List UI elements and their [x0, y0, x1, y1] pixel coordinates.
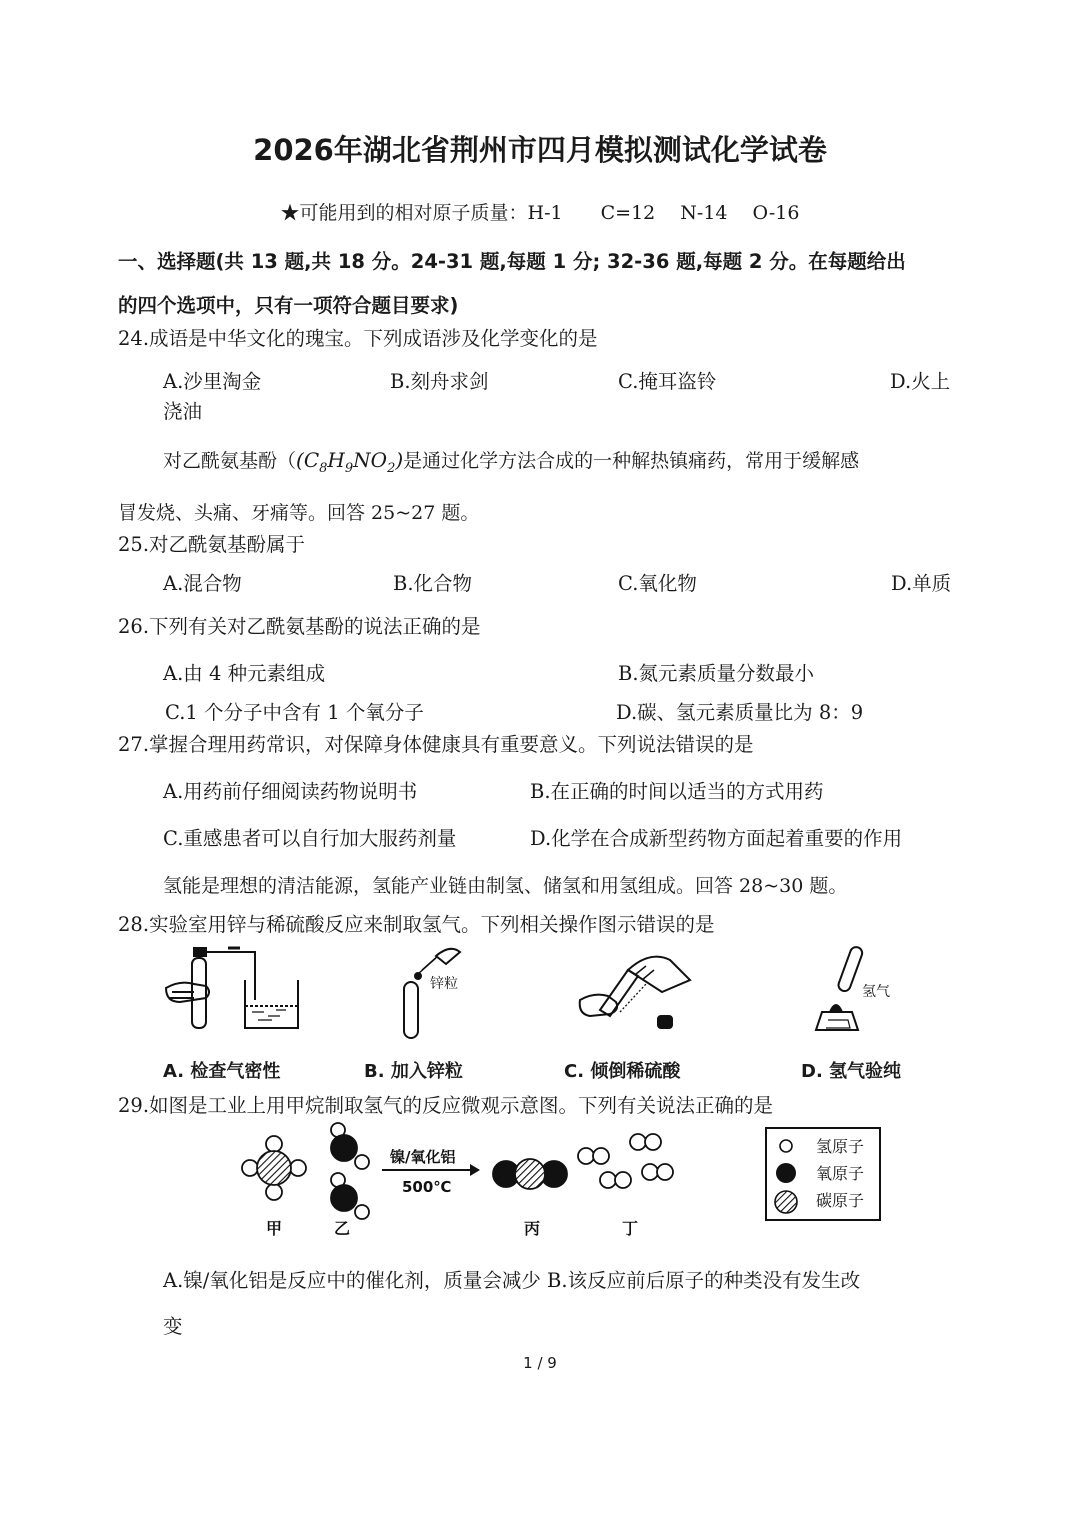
figure-c-pour-acid — [580, 957, 690, 1028]
figure-b-add-zinc — [404, 949, 460, 1038]
hydrogen-molecules — [578, 1134, 673, 1188]
context-paragraph-line2: 冒发烧、头痛、牙痛等。回答 25~27 题。 — [118, 502, 480, 524]
q26-option-b: B.氮元素质量分数最小 — [618, 662, 815, 685]
legend-oxygen: 氧原子 — [816, 1164, 865, 1183]
legend-carbon: 碳原子 — [816, 1191, 865, 1210]
legend-box — [766, 1128, 880, 1220]
figure-a-airtightness — [166, 948, 298, 1028]
para-suffix: 是通过化学方法合成的一种解热镇痛药，常用于缓解感 — [403, 450, 860, 472]
q26-option-c: C.1 个分子中含有 1 个氧分子 — [165, 701, 424, 724]
label-yi: 乙 — [334, 1219, 351, 1238]
zinc-label: 锌粒 — [430, 976, 458, 992]
label-jia: 甲 — [266, 1219, 283, 1238]
q25-option-d: D.单质 — [891, 572, 952, 595]
q27-option-a: A.用药前仔细阅读药物说明书 — [163, 780, 418, 803]
atomic-mass-note: ★可能用到的相对原子质量：H-1 C=12 N-14 O-16 — [280, 202, 800, 224]
para-prefix: 对乙酰氨基酚（ — [163, 450, 297, 472]
q24-option-d: D.火上 — [890, 370, 951, 393]
q26-stem: 26.下列有关对乙酰氨基酚的说法正确的是 — [118, 615, 481, 638]
q27-option-b: B.在正确的时间以适当的方式用药 — [530, 780, 824, 803]
q24-stem: 24.成语是中华文化的瑰宝。下列成语涉及化学变化的是 — [118, 327, 598, 350]
q28-stem: 28.实验室用锌与稀硫酸反应来制取氢气。下列相关操作图示错误的是 — [118, 913, 715, 936]
figure-d-hydrogen-test — [816, 945, 890, 1030]
q28-caption-d: D. 氢气验纯 — [801, 1061, 902, 1082]
q24-option-c: C.掩耳盗铃 — [618, 370, 717, 393]
label-ding: 丁 — [622, 1219, 639, 1238]
h2-label: 氢气 — [862, 984, 890, 1000]
q29-options-ab-cont: 变 — [163, 1315, 183, 1338]
methane-molecule — [242, 1136, 306, 1200]
q28-caption-a: A. 检查气密性 — [163, 1061, 281, 1082]
q24-option-b: B.刻舟求剑 — [390, 370, 489, 393]
temperature-label: 500℃ — [402, 1178, 452, 1196]
section-heading-line2: 的四个选项中，只有一项符合题目要求) — [118, 294, 459, 317]
context-paragraph-25-27 — [163, 446, 859, 476]
q27-stem: 27.掌握合理用药常识，对保障身体健康具有重要意义。下列说法错误的是 — [118, 733, 754, 756]
q25-option-b: B.化合物 — [393, 572, 473, 595]
page-number: 1 / 9 — [523, 1354, 557, 1372]
q29-options-ab: A.镍/氧化铝是反应中的催化剂，质量会减少 B.该反应前后原子的种类没有发生改 — [163, 1269, 861, 1292]
q25-option-c: C.氧化物 — [618, 572, 697, 595]
q25-option-a: A.混合物 — [163, 572, 242, 595]
q27-option-c: C.重感患者可以自行加大服药剂量 — [163, 827, 457, 850]
q26-option-d: D.碳、氢元素质量比为 8：9 — [616, 701, 864, 724]
q29-stem: 29.如图是工业上用甲烷制取氢气的反应微观示意图。下列有关说法正确的是 — [118, 1094, 774, 1117]
catalyst-label: 镍/氧化铝 — [390, 1148, 456, 1166]
q25-stem: 25.对乙酰氨基酚属于 — [118, 533, 306, 556]
section-heading-line1: 一、选择题(共 13 题,共 18 分。24-31 题,每题 1 分; 32-36 题,每题 2 分。在每题给出 — [118, 250, 906, 273]
page-title: 2026年湖北省荆州市四月模拟测试化学试卷 — [253, 133, 827, 167]
q24-option-a: A.沙里淘金 — [163, 370, 262, 393]
q27-option-d: D.化学在合成新型药物方面起着重要的作用 — [530, 827, 903, 850]
formula-c8h9no2: $(C_8H_9NO_2)$ — [296, 448, 404, 476]
q28-caption-c: C. 倾倒稀硫酸 — [564, 1061, 681, 1082]
legend-hydrogen: 氢原子 — [816, 1137, 865, 1156]
co2-molecule — [493, 1159, 567, 1189]
label-bing: 丙 — [524, 1219, 541, 1238]
q29-reaction-diagram — [230, 1118, 890, 1243]
context-paragraph-28-30: 氢能是理想的清洁能源，氢能产业链由制氢、储氢和用氢组成。回答 28~30 题。 — [163, 875, 848, 897]
q26-option-a: A.由 4 种元素组成 — [163, 662, 326, 685]
water-molecules — [331, 1123, 369, 1219]
reaction-arrow — [382, 1148, 480, 1196]
q24-option-d-cont: 浇油 — [163, 400, 203, 423]
q28-caption-b: B. 加入锌粒 — [364, 1061, 463, 1082]
q28-figures — [150, 940, 950, 1045]
